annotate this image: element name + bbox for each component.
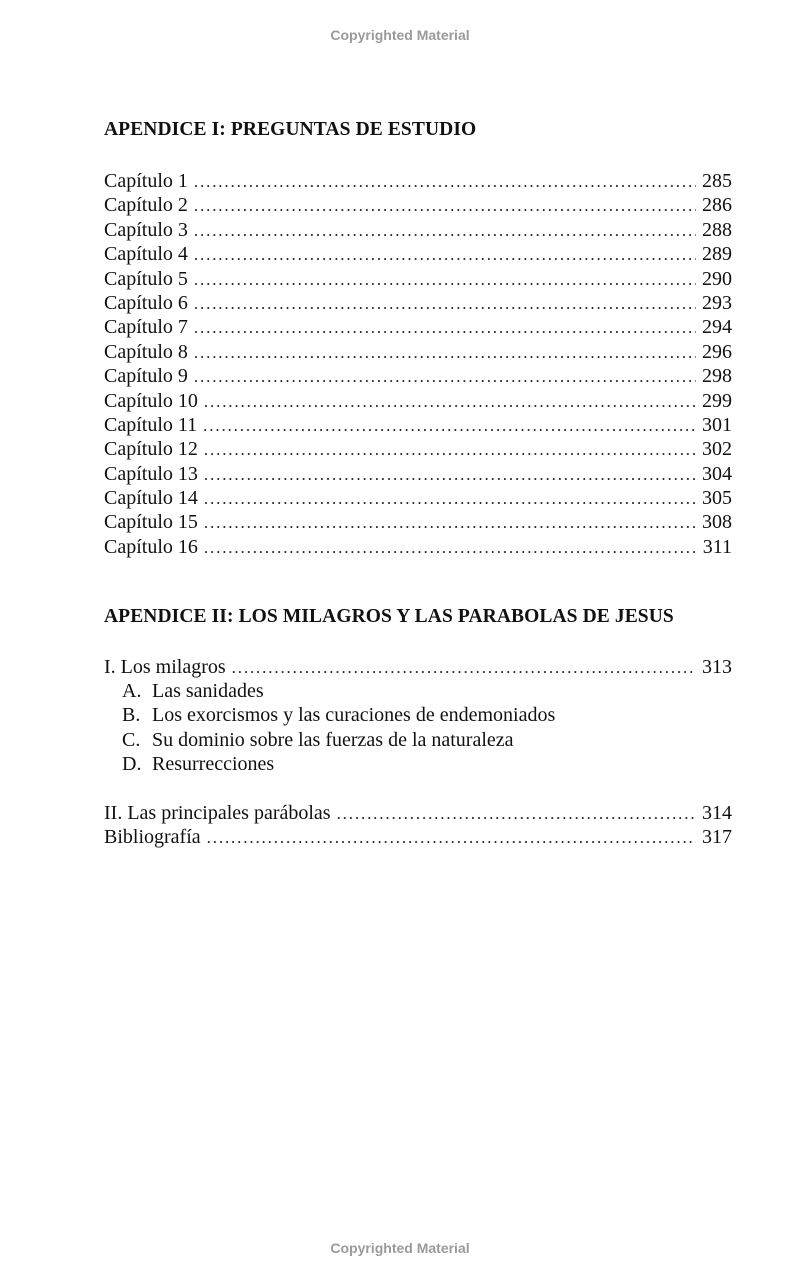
appendix-1-entry-list	[104, 169, 732, 559]
toc-entry-label: Capítulo 13	[104, 462, 198, 485]
subsection-item	[122, 679, 555, 703]
toc-entry-label: II. Las principales parábolas	[104, 802, 331, 824]
dot-leader	[204, 463, 696, 487]
appendix-1-heading: APENDICE I: PREGUNTAS DE ESTUDIO	[104, 119, 477, 140]
toc-entry-label: Capítulo 6	[104, 291, 188, 314]
toc-entry-label: Capítulo 15	[104, 511, 198, 534]
toc-entry-label: Capítulo 4	[104, 243, 188, 266]
toc-entry	[104, 267, 732, 291]
subsection-text: Las sanidades	[152, 680, 264, 702]
toc-entry-page: 298	[702, 365, 732, 388]
toc-entry	[104, 462, 732, 486]
dot-leader	[204, 511, 696, 535]
dot-leader	[194, 268, 696, 292]
dot-leader	[207, 826, 696, 850]
toc-entry	[104, 413, 732, 437]
subsection-text: Resurrecciones	[152, 753, 275, 776]
toc-entry-page: 314	[702, 802, 732, 824]
toc-entry-label: Capítulo 11	[104, 413, 198, 436]
toc-entry	[104, 364, 732, 388]
dot-leader	[194, 219, 696, 243]
toc-entry-label: Capítulo 9	[104, 365, 188, 388]
toc-entry-label: Capítulo 14	[104, 487, 198, 510]
toc-entry-parabolas	[104, 801, 732, 825]
dot-leader	[194, 316, 696, 340]
toc-entry-page: 305	[702, 487, 732, 510]
dot-leader	[232, 656, 696, 680]
toc-entry-label: Capítulo 7	[104, 316, 188, 339]
toc-entry	[104, 437, 732, 461]
subsection-letter: C.	[122, 728, 141, 751]
toc-entry-page: 289	[702, 243, 732, 266]
toc-entry	[104, 510, 732, 534]
subsection-item	[122, 728, 555, 752]
toc-entry	[104, 486, 732, 510]
dot-leader	[337, 802, 696, 826]
dot-leader	[194, 170, 696, 194]
subsection-letter: D.	[122, 753, 142, 776]
dot-leader	[204, 438, 696, 462]
dot-leader	[203, 414, 696, 438]
toc-entry	[104, 535, 732, 559]
toc-entry-milagros	[104, 655, 732, 679]
dot-leader	[194, 194, 696, 218]
toc-entry-label: Capítulo 3	[104, 218, 188, 241]
toc-entry-label: Capítulo 16	[104, 535, 198, 558]
toc-entry-label: Capítulo 8	[104, 340, 188, 363]
appendix-2-heading: APENDICE II: LOS MILAGROS Y LAS PARABOLAS DE JESUS	[104, 606, 674, 627]
toc-entry-page: 293	[702, 291, 732, 314]
subsection-text: Su dominio sobre las fuerzas de la naturaleza	[152, 728, 514, 751]
toc-entry	[104, 291, 732, 315]
dot-leader	[204, 390, 696, 414]
toc-entry-page: 288	[702, 218, 732, 241]
toc-entry-label: Capítulo 2	[104, 194, 188, 217]
toc-entry	[104, 193, 732, 217]
dot-leader	[194, 292, 696, 316]
toc-entry	[104, 242, 732, 266]
toc-entry	[104, 340, 732, 364]
toc-entry-label: Capítulo 5	[104, 267, 188, 290]
subsection-letter: A.	[122, 680, 142, 702]
appendix-2-section-1	[104, 655, 732, 679]
toc-entry-page: 294	[702, 316, 732, 339]
toc-entry-bibliografia	[104, 825, 732, 849]
toc-entry-page: 317	[702, 826, 732, 849]
toc-entry-page: 285	[702, 170, 732, 192]
dot-leader	[204, 487, 696, 511]
toc-entry-label: Bibliografía	[104, 826, 201, 849]
toc-entry-page: 304	[702, 462, 732, 485]
toc-entry-page: 296	[702, 340, 732, 363]
copyright-watermark-bottom: Copyrighted Material	[330, 1240, 470, 1256]
appendix-2-section-2	[104, 801, 732, 850]
toc-entry-label: Capítulo 10	[104, 389, 198, 412]
subsection-item	[122, 703, 555, 727]
toc-entry-page: 299	[702, 389, 732, 412]
toc-entry-page: 313	[702, 656, 732, 678]
subsection-item	[122, 752, 555, 776]
subsection-letter: B.	[122, 704, 141, 727]
dot-leader	[194, 243, 696, 267]
toc-entry	[104, 389, 732, 413]
toc-entry	[104, 169, 732, 193]
toc-entry-label: I. Los milagros	[104, 656, 226, 678]
toc-entry	[104, 218, 732, 242]
dot-leader	[194, 365, 696, 389]
toc-entry-label: Capítulo 1	[104, 170, 188, 192]
toc-entry-page: 308	[702, 511, 732, 534]
toc-entry-page: 311	[702, 535, 732, 558]
toc-entry-page: 290	[702, 267, 732, 290]
dot-leader	[204, 536, 697, 560]
toc-entry-page: 301	[702, 413, 732, 436]
toc-entry	[104, 315, 732, 339]
copyright-watermark-top: Copyrighted Material	[330, 27, 470, 43]
subsection-text: Los exorcismos y las curaciones de endemoniados	[152, 704, 556, 727]
toc-entry-page: 286	[702, 194, 732, 217]
dot-leader	[194, 341, 696, 365]
milagros-subsection-list	[122, 679, 555, 777]
toc-entry-page: 302	[702, 438, 732, 461]
toc-entry-label: Capítulo 12	[104, 438, 198, 461]
